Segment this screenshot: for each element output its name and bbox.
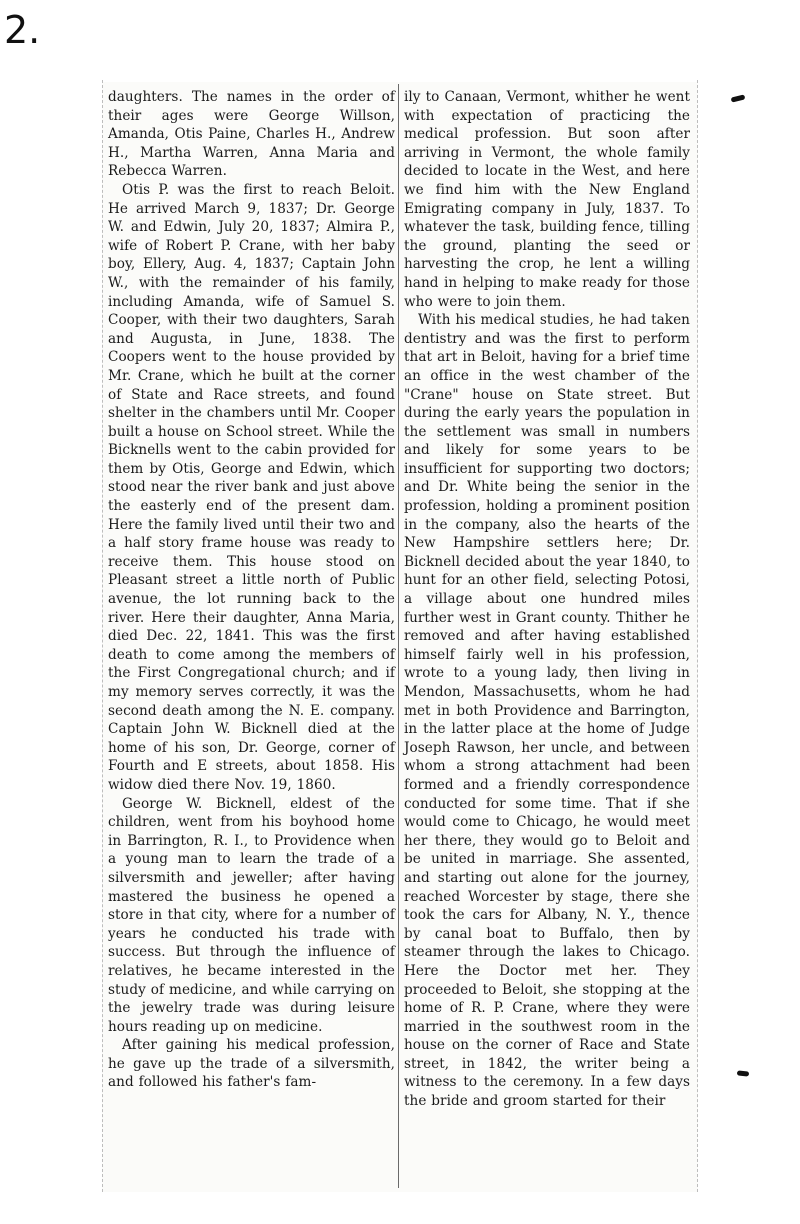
left-column <box>108 88 395 1092</box>
ink-mark-icon <box>731 94 746 102</box>
paragraph: ily to Canaan, Vermont, whither he went with expectation of practicing the medical profession. But soon after arriving in Vermont, the whole family decided to locate in the West, and here we find him with the New England Emigrating company in July, 1837. To whatever the task, building fence, tilling the ground, planting the seed or harvesting the crop, he lent a willing hand in helping to make ready for those who were to join them. <box>404 89 690 310</box>
column-divider <box>398 84 399 1188</box>
paragraph: With his medical studies, he had taken dentistry and was the first to perform that art in Beloit, having for a brief time an office in the west chamber of the "Crane" house on State street. But during the early years the population in the settlement was small in numbers and likely for some years to be insufficient for supporting two doctors; and Dr. White being the senior in the profession, holding a prominent position in the company, also the hearts of the New Hampshire settlers here; Dr. Bicknell decided about the year 1840, to hunt for an other field, selecting Potosi, a village about one hundred miles further west in Grant county. Thither he removed and after having established himself fairly well in his profession, wrote to a young lady, then living in Mendon, Massachusetts, whom he had met in both Providence and Barrington, in the latter place at the home of Judge Joseph Rawson, her uncle, and between whom a strong attachment had been formed and a friendly correspondence conducted for some time. That if she would come to Chicago, he would meet her there, they would go to Beloit and be united in marriage. She assented, and starting out alone for the journey, reached Worcester by stage, there she took the cars for Albany, N. Y., thence by canal boat to Buffalo, then by steamer through the lakes to Chicago. Here the Doctor met her. They proceeded to Beloit, she stopping at the home of R. P. Crane, where they were married in the southwest room in the house on the corner of Race and State street, in 1842, the writer being a witness to the ceremony. In a few days the bride and groom started for their <box>404 312 690 1110</box>
paragraph: Otis P. was the first to reach Beloit. He arrived March 9, 1837; Dr. George W. and Edwin, July 20, 1837; Almira P., wife of Robert P. Crane, with her baby boy, Ellery, Aug. 4, 1837; Captain John W., with the remainder of his family, including Amanda, wife of Samuel S. Cooper, with their two daughters, Sarah and Augusta, in June, 1838. The Coopers went to the house provided by Mr. Crane, which he built at the corner of State and Race streets, and found shelter in the chambers until Mr. Cooper built a house on School street. While the Bicknells went to the cabin provided for them by Otis, George and Edwin, which stood near the river bank and just above the easterly end of the present dam. Here the family lived until their two and a half story frame house was ready to receive them. This house stood on Pleasant street a little north of Public avenue, the lot running back to the river. Here their daughter, Anna Maria, died Dec. 22, 1841. This was the first death to come among the members of the First Congregational church; and if my memory serves correctly, it was the second death among the N. E. company. Captain John W. Bicknell died at the home of his son, Dr. George, corner of Fourth and E streets, about 1858. His widow died there Nov. 19, 1860. <box>108 181 395 793</box>
right-column <box>404 88 690 1111</box>
ink-mark-icon <box>737 1070 749 1076</box>
page-number: 2. <box>4 8 41 52</box>
paragraph: George W. Bicknell, eldest of the children, went from his boyhood home in Barrington, R. I., to Providence when a young man to learn the trade of a silversmith and jeweller; after having mastered the business he opened a store in that city, where for a number of years he conducted his trade with success. But through the influence of relatives, he became interested in the study of medicine, and while carrying on the jewelry trade was during leisure hours reading up on medicine. <box>108 795 395 1035</box>
clipping-right-edge <box>697 80 698 1192</box>
paragraph: daughters. The names in the order of their ages were George Willson, Amanda, Otis Paine, Charles H., Andrew H., Martha Warren, Anna Maria and Rebecca Warren. <box>108 89 395 180</box>
paragraph: After gaining his medical profession, he gave up the trade of a silversmith, and followed his father's fam- <box>108 1037 395 1091</box>
clipping-left-edge <box>102 80 103 1192</box>
